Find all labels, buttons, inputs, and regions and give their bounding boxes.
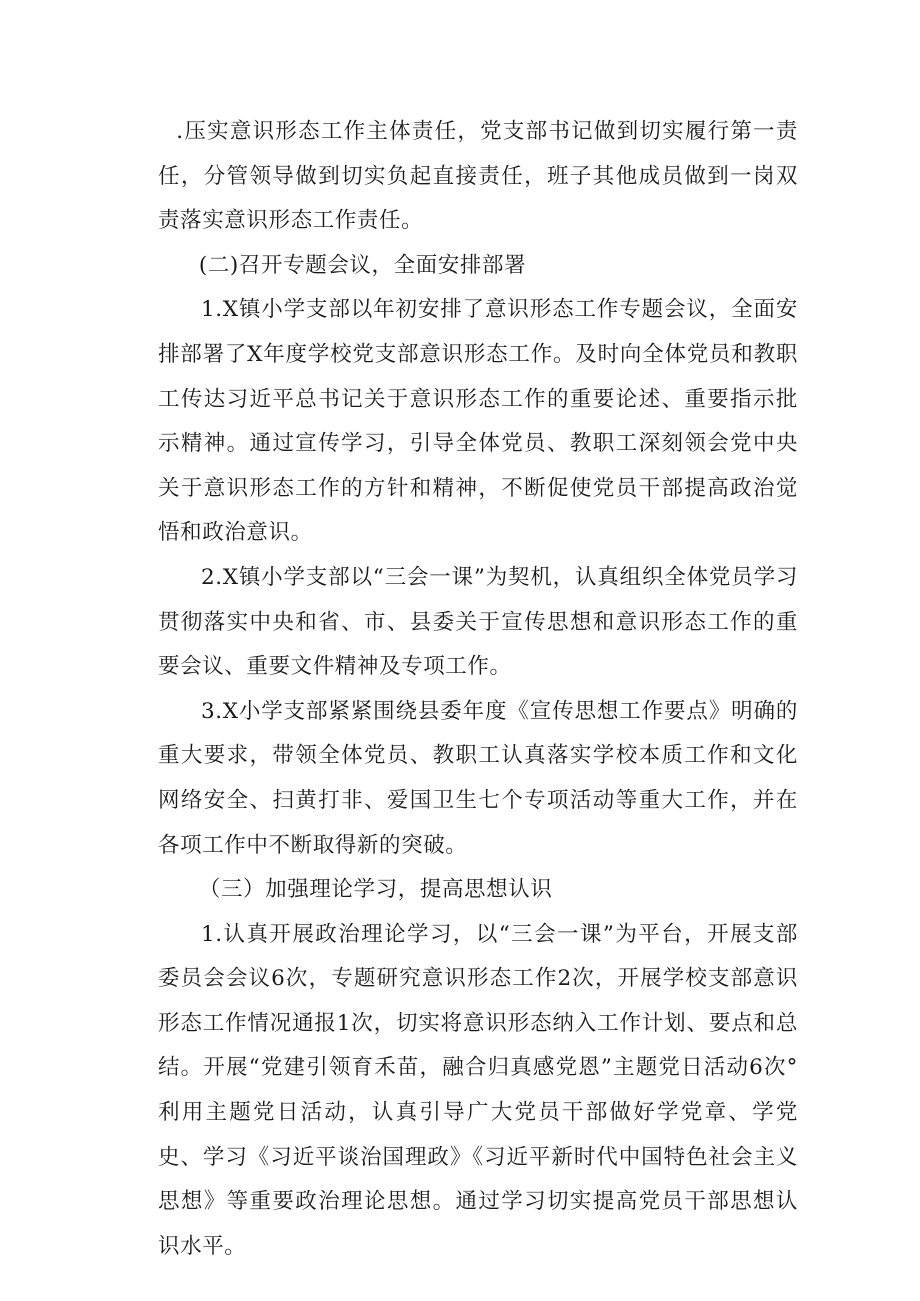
document-body xyxy=(158,110,798,1269)
section-heading-2: (二)召开专题会议，全面安排部署 xyxy=(198,252,527,278)
paragraph-item-2-2: 2.X镇小学支部以“三会一课”为契机，认真组织全体党员学习贯彻落实中央和省、市、县委关于宣传思想和意识形态工作的重要会议、重要文件精神及专项工作。 xyxy=(158,564,798,680)
paragraph-item-2-3: 3.X小学支部紧紧围绕县委年度《宣传思想工作要点》明确的重大要求，带领全体党员、教职工认真落实学校本质工作和文化网络安全、扫黄打非、爱国卫生七个专项活动等重大工作，并在各项工作中不断取得新的突破。 xyxy=(158,698,798,858)
section-heading-3: （三）加强理论学习，提高思想认识 xyxy=(198,877,553,903)
paragraph-responsibility: .压实意识形态工作主体责任，党支部书记做到切实履行第一责任，分管领导做到切实负起直接责任，班子其他成员做到一岗双责落实意识形态工作责任。 xyxy=(158,119,798,234)
paragraph-item-3-1: 1.认真开展政治理论学习，以“三会一课”为平台，开展支部委员会会议6次，专题研究意识形态工作2次，开展学校支部意识形态工作情况通报1次，切实将意识形态纳入工作计划、要点和总结。开展“党建引领育禾苗，融合归真感党恩”主题党日活动6次°利用主题党日活动，认真引导广大党员干部做好学党章、学党史、学习《习近平谈治国理政》《习近平新时代中国特色社会主义思想》等重要政治理论思想。通过学习切实提高党员干部思想认识水平。 xyxy=(158,921,798,1259)
paragraph-item-2-1: 1.X镇小学支部以年初安排了意识形态工作专题会议，全面安排部署了X年度学校党支部意识形态工作。及时向全体党员和教职工传达习近平总书记关于意识形态工作的重要论述、重要指示批示精神。通过宣传学习，引导全体党员、教职工深刻领会党中央关于意识形态工作的方针和精神，不断促使党员干部提高政治觉悟和政治意识。 xyxy=(158,297,798,546)
